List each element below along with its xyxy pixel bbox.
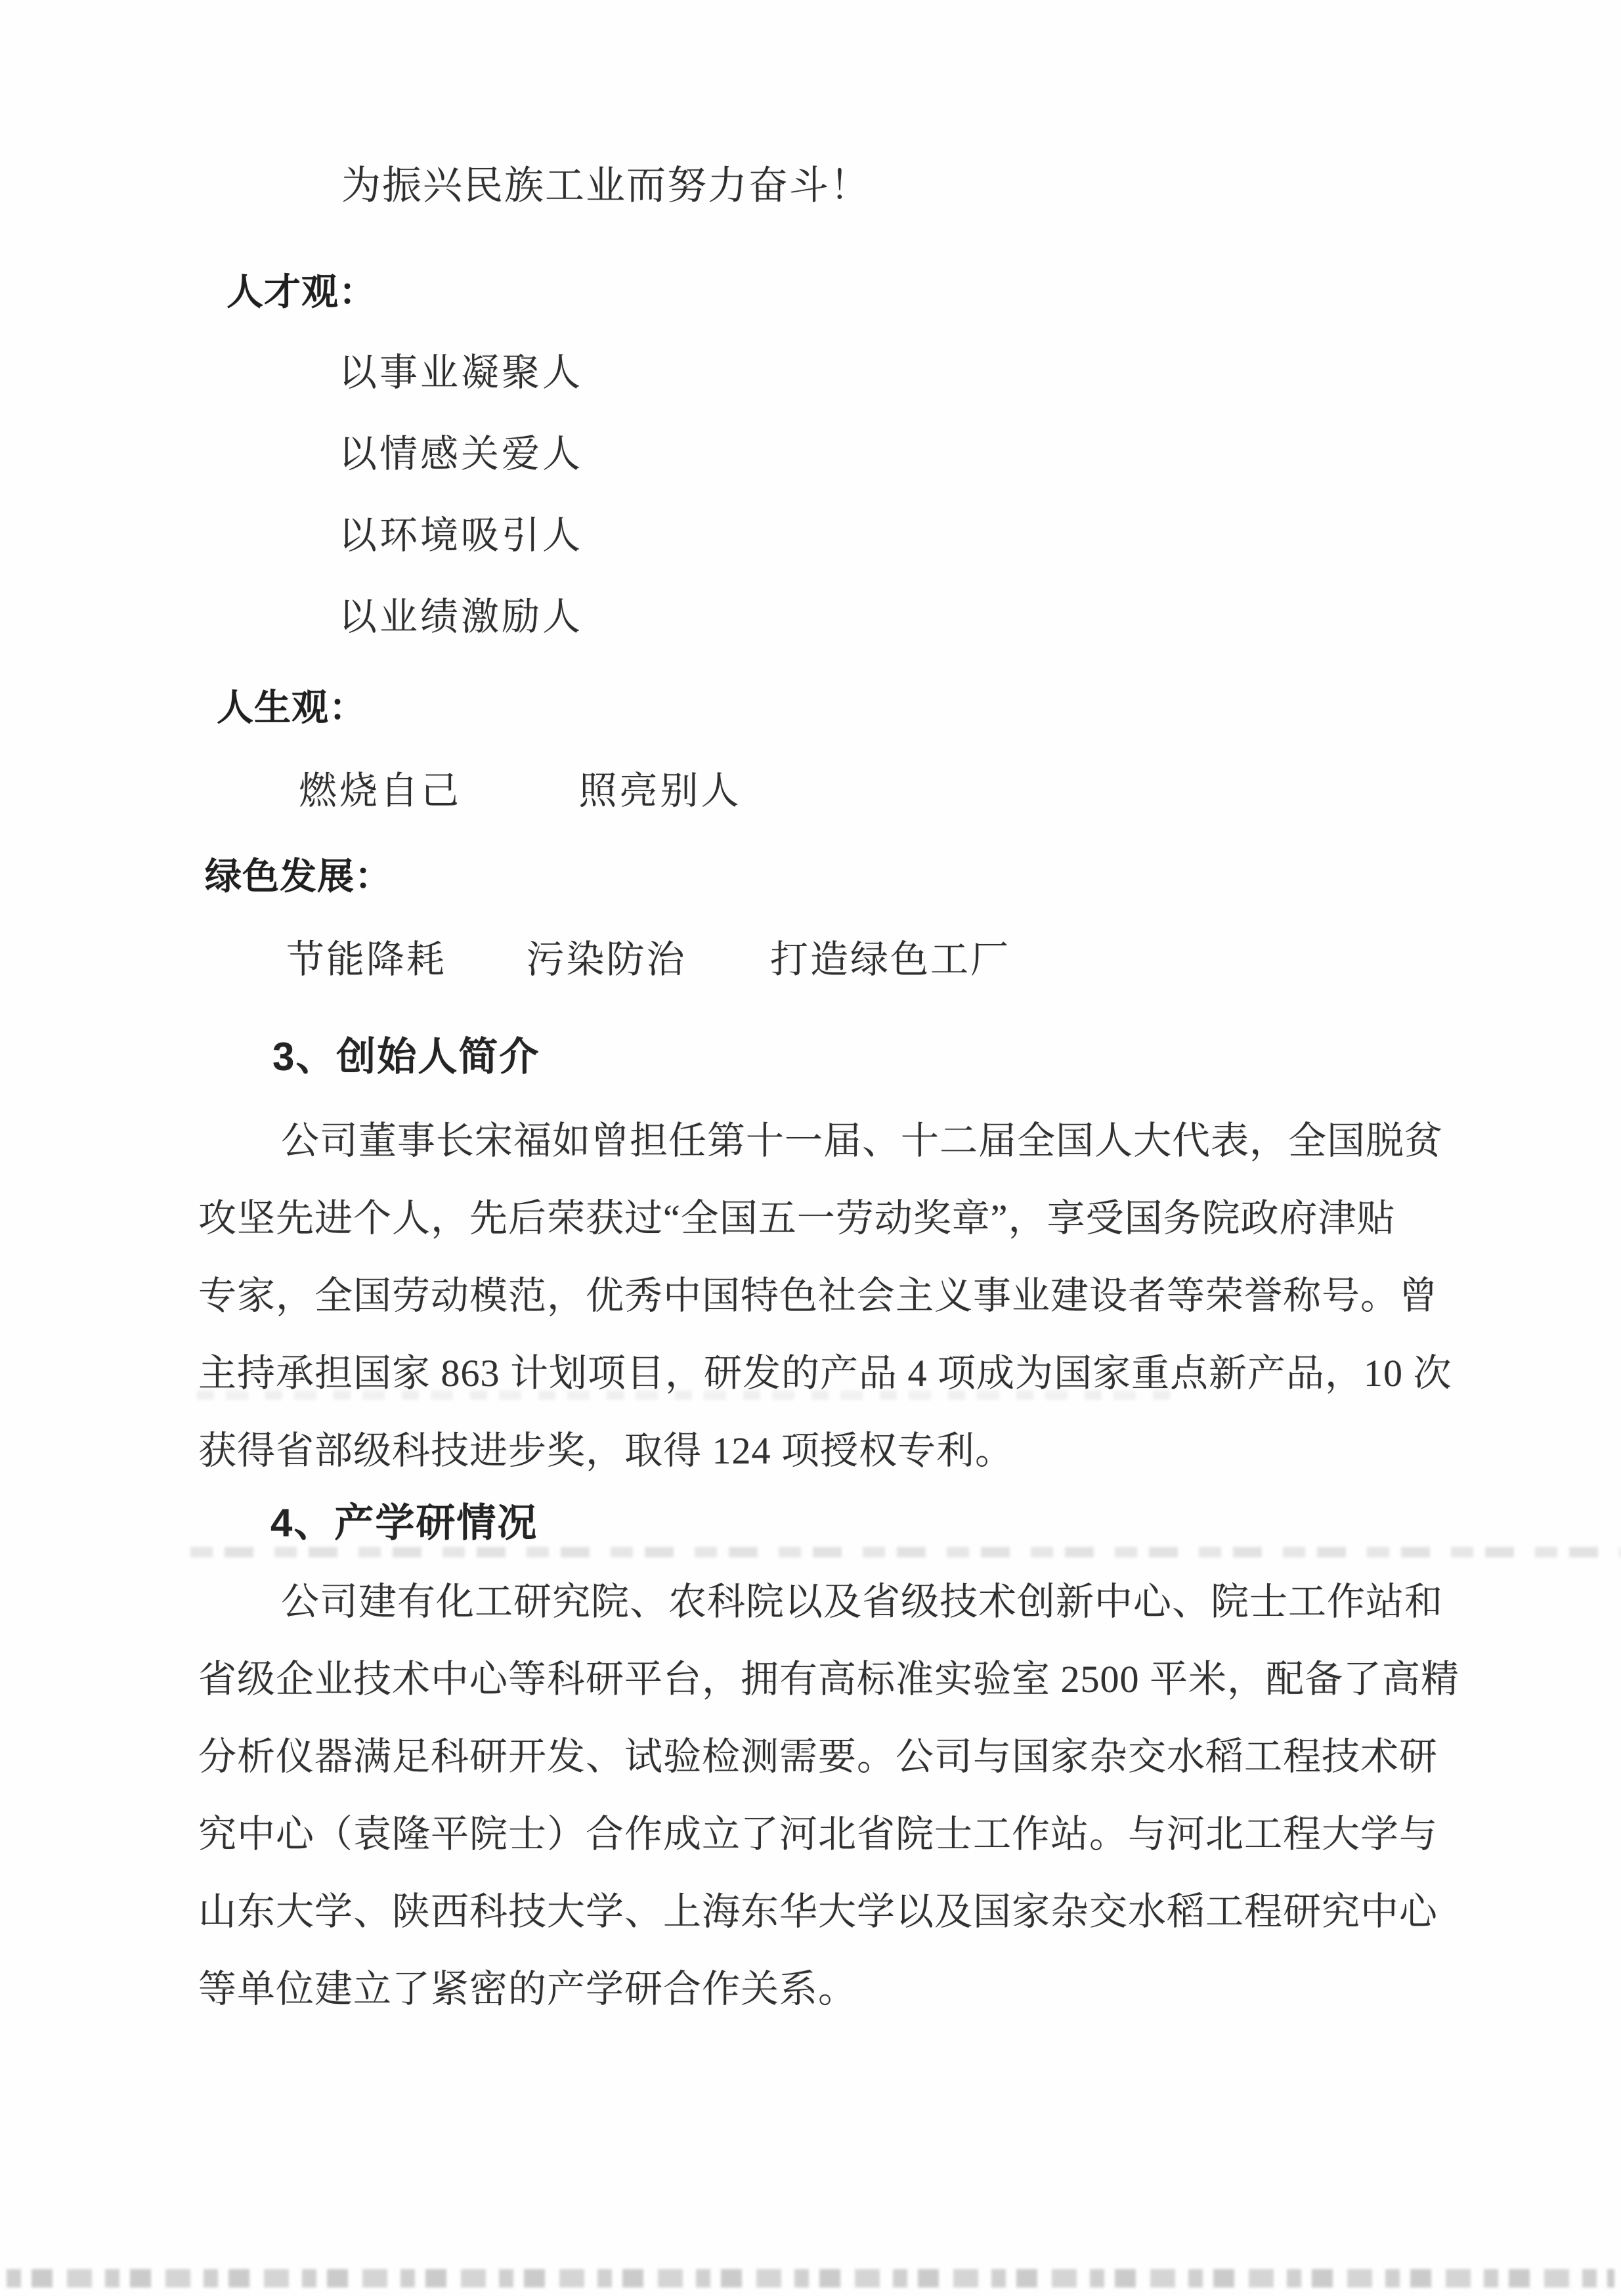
life-view-phrase: 燃烧自己 <box>299 769 462 812</box>
iur-paragraph-line: 山东大学、陕西科技大学、上海东华大学以及国家杂交水稻工程研究中心 <box>198 1890 1438 1933</box>
founder-paragraph-line: 获得省部级科技进步奖，取得 124 项授权专利。 <box>198 1429 1014 1472</box>
talent-view-item: 以事业凝聚人 <box>339 351 584 394</box>
scan-bleedthrough-artifact <box>190 1547 1621 1557</box>
green-development-phrase: 污染防治 <box>526 938 687 981</box>
founder-paragraph-line: 主持承担国家 863 计划项目，研发的产品 4 项成为国家重点新产品，10 次 <box>198 1352 1452 1395</box>
green-development-phrase: 节能降耗 <box>286 938 447 981</box>
iur-paragraph-line: 究中心（袁隆平院士）合作成立了河北省院士工作站。与河北工程大学与 <box>198 1813 1438 1855</box>
iur-paragraph-line: 省级企业技术中心等科研平台，拥有高标准实验室 2500 平米，配备了高精 <box>198 1658 1460 1700</box>
founder-paragraph-line: 攻坚先进个人，先后荣获过“全国五一劳动奖章”，享受国务院政府津贴 <box>198 1197 1396 1240</box>
life-view-heading: 人生观： <box>217 687 366 728</box>
talent-view-item: 以情感关爱人 <box>339 433 584 475</box>
life-view-line <box>299 769 742 812</box>
green-development-line <box>286 938 1011 981</box>
iur-paragraph-line: 等单位建立了紧密的产学研合作关系。 <box>198 1968 857 2010</box>
scan-bleedthrough-artifact <box>7 2269 1614 2287</box>
founder-paragraph-line: 专家，全国劳动模范，优秀中国特色社会主义事业建设者等荣誉称号。曾 <box>198 1274 1438 1317</box>
founder-section-heading: 3、创始人简介 <box>272 1035 540 1079</box>
talent-view-heading: 人才观： <box>227 271 376 313</box>
iur-paragraph-line: 公司建有化工研究院、农科院以及省级技术创新中心、院士工作站和 <box>281 1580 1444 1623</box>
green-development-phrase: 打造绿色工厂 <box>770 938 1011 981</box>
talent-view-item: 以业绩激励人 <box>339 596 584 638</box>
scan-bleedthrough-artifact <box>197 1391 1182 1400</box>
life-view-phrase: 照亮别人 <box>578 769 742 812</box>
green-development-heading: 绿色发展： <box>205 856 392 897</box>
iur-section-heading: 4、产学研情况 <box>270 1501 538 1545</box>
talent-view-item: 以环境吸引人 <box>339 514 584 557</box>
iur-paragraph-line: 分析仪器满足科研开发、试验检测需要。公司与国家杂交水稻工程技术研 <box>198 1735 1438 1778</box>
company-slogan: 为振兴民族工业而努力奋斗！ <box>341 164 871 207</box>
founder-paragraph-line: 公司董事长宋福如曾担任第十一届、十二届全国人大代表，全国脱贫 <box>281 1119 1444 1162</box>
